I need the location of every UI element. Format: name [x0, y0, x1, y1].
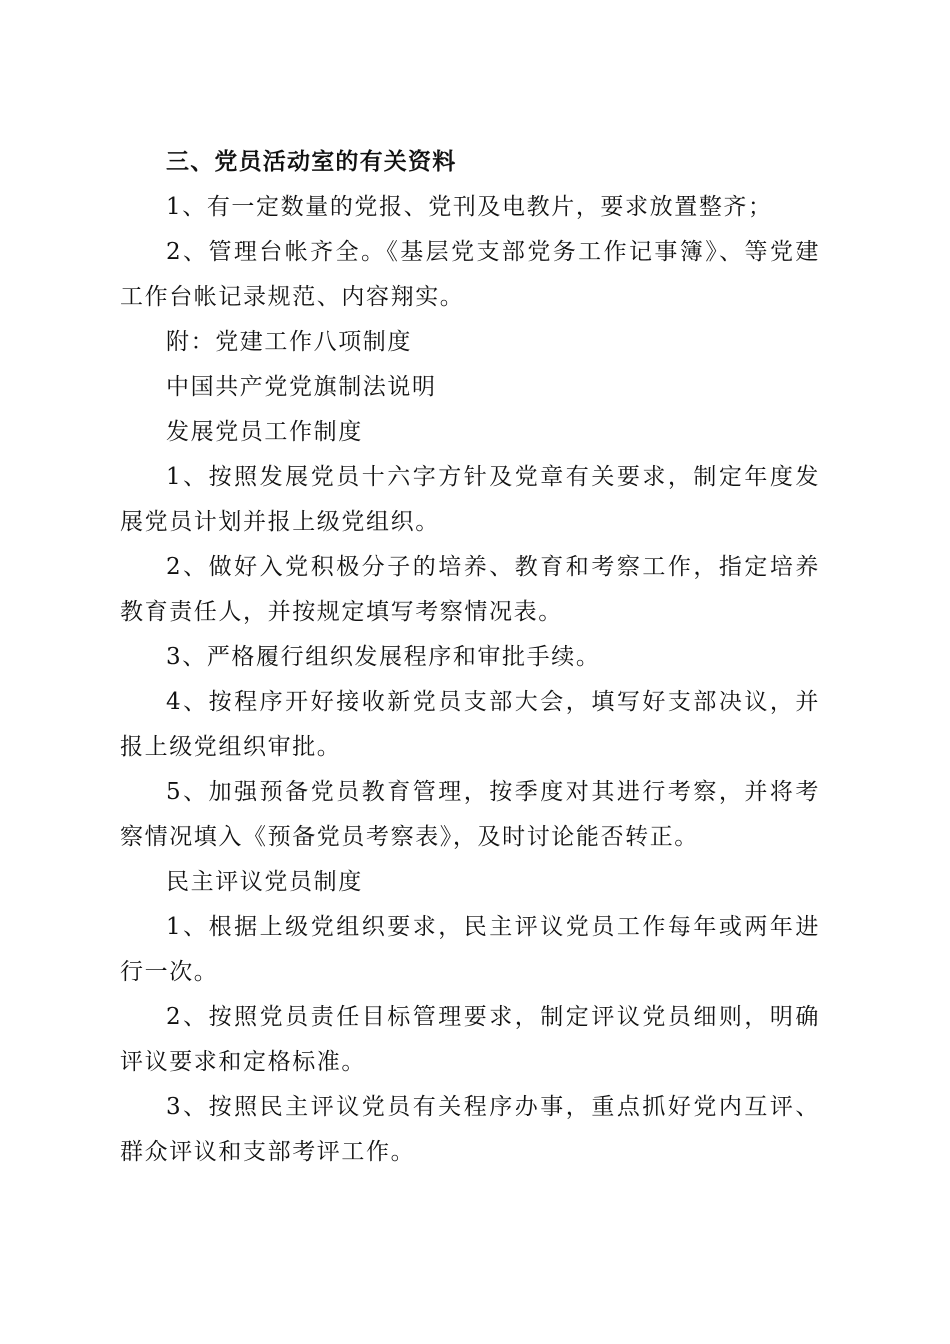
development-item-4: 4、按程序开好接收新党员支部大会，填写好支部决议，并报上级党组织审批。 [120, 689, 820, 760]
development-item-3: 3、严格履行组织发展程序和审批手续。 [166, 644, 601, 670]
development-item-5: 5、加强预备党员教育管理，按季度对其进行考察，并将考察情况填入《预备党员考察表》，及时讨论能否转正。 [120, 779, 820, 850]
paragraph-materials-1: 1、有一定数量的党报、党刊及电教片，要求放置整齐； [166, 194, 773, 220]
document-body [120, 140, 820, 1175]
evaluation-item-1: 1、根据上级党组织要求，民主评议党员工作每年或两年进行一次。 [120, 914, 820, 985]
development-item-1: 1、按照发展党员十六字方针及党章有关要求，制定年度发展党员计划并报上级党组织。 [120, 464, 820, 535]
paragraph-materials-2: 2、管理台帐齐全。《基层党支部党务工作记事簿》、等党建工作台帐记录规范、内容翔实。 [120, 239, 820, 310]
development-system-title: 发展党员工作制度 [166, 419, 363, 445]
evaluation-system-title: 民主评议党员制度 [166, 869, 363, 895]
appendix-title: 附：党建工作八项制度 [166, 329, 412, 355]
evaluation-item-3: 3、按照民主评议党员有关程序办事，重点抓好党内互评、群众评议和支部考评工作。 [120, 1094, 820, 1165]
section-heading: 三、党员活动室的有关资料 [166, 149, 457, 175]
flag-method-title: 中国共产党党旗制法说明 [166, 374, 437, 400]
development-item-2: 2、做好入党积极分子的培养、教育和考察工作，指定培养教育责任人，并按规定填写考察情况表。 [120, 554, 820, 625]
evaluation-item-2: 2、按照党员责任目标管理要求，制定评议党员细则，明确评议要求和定格标准。 [120, 1004, 820, 1075]
